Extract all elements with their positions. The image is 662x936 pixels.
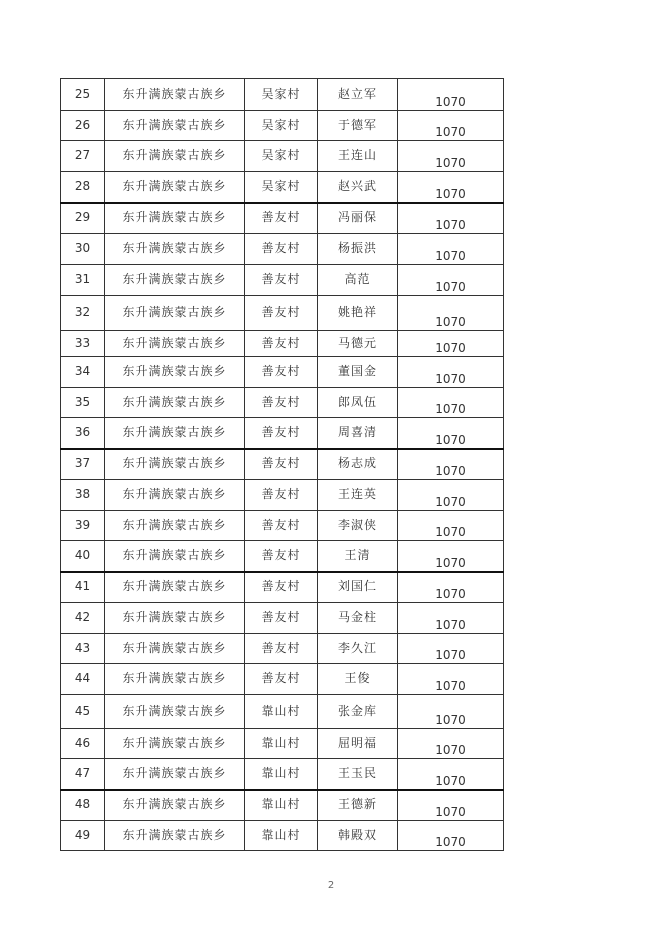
cell-no: 41 <box>61 572 105 603</box>
table-row <box>61 141 504 172</box>
cell-name: 王俊 <box>318 664 398 695</box>
table-row <box>61 79 504 111</box>
cell-village: 善友村 <box>245 388 318 418</box>
cell-name: 赵立军 <box>318 79 398 111</box>
cell-no: 25 <box>61 79 105 111</box>
cell-village: 善友村 <box>245 331 318 357</box>
cell-amount: 1070 <box>398 603 504 634</box>
cell-amount: 1070 <box>398 172 504 203</box>
cell-town: 东升满族蒙古族乡 <box>105 203 245 234</box>
table-row <box>61 388 504 418</box>
cell-no: 29 <box>61 203 105 234</box>
cell-no: 48 <box>61 790 105 821</box>
cell-village: 靠山村 <box>245 821 318 851</box>
cell-village: 善友村 <box>245 234 318 265</box>
subsidy-table <box>60 78 504 851</box>
cell-no: 45 <box>61 695 105 729</box>
cell-village: 善友村 <box>245 357 318 388</box>
cell-town: 东升满族蒙古族乡 <box>105 664 245 695</box>
cell-name: 王连英 <box>318 480 398 511</box>
cell-no: 47 <box>61 759 105 790</box>
cell-amount: 1070 <box>398 388 504 418</box>
cell-name: 姚艳祥 <box>318 296 398 331</box>
cell-village: 善友村 <box>245 480 318 511</box>
cell-town: 东升满族蒙古族乡 <box>105 449 245 480</box>
cell-no: 42 <box>61 603 105 634</box>
cell-town: 东升满族蒙古族乡 <box>105 729 245 759</box>
cell-no: 35 <box>61 388 105 418</box>
cell-amount: 1070 <box>398 790 504 821</box>
cell-no: 43 <box>61 634 105 664</box>
cell-no: 32 <box>61 296 105 331</box>
cell-amount: 1070 <box>398 480 504 511</box>
cell-no: 38 <box>61 480 105 511</box>
cell-amount: 1070 <box>398 331 504 357</box>
cell-town: 东升满族蒙古族乡 <box>105 634 245 664</box>
table-row <box>61 296 504 331</box>
cell-no: 44 <box>61 664 105 695</box>
cell-no: 31 <box>61 265 105 296</box>
cell-village: 善友村 <box>245 203 318 234</box>
cell-name: 王连山 <box>318 141 398 172</box>
cell-name: 刘国仁 <box>318 572 398 603</box>
cell-amount: 1070 <box>398 449 504 480</box>
cell-town: 东升满族蒙古族乡 <box>105 418 245 449</box>
table-row <box>61 541 504 572</box>
cell-amount: 1070 <box>398 265 504 296</box>
cell-amount: 1070 <box>398 634 504 664</box>
cell-name: 王清 <box>318 541 398 572</box>
cell-no: 36 <box>61 418 105 449</box>
cell-name: 赵兴武 <box>318 172 398 203</box>
cell-amount: 1070 <box>398 203 504 234</box>
cell-village: 善友村 <box>245 572 318 603</box>
cell-no: 28 <box>61 172 105 203</box>
table-row <box>61 759 504 790</box>
cell-amount: 1070 <box>398 79 504 111</box>
cell-village: 善友村 <box>245 664 318 695</box>
cell-name: 冯丽保 <box>318 203 398 234</box>
cell-name: 董国金 <box>318 357 398 388</box>
cell-amount: 1070 <box>398 234 504 265</box>
cell-no: 30 <box>61 234 105 265</box>
cell-town: 东升满族蒙古族乡 <box>105 234 245 265</box>
cell-no: 33 <box>61 331 105 357</box>
table-row <box>61 203 504 234</box>
cell-town: 东升满族蒙古族乡 <box>105 111 245 141</box>
table-row <box>61 111 504 141</box>
cell-town: 东升满族蒙古族乡 <box>105 821 245 851</box>
cell-village: 靠山村 <box>245 729 318 759</box>
cell-amount: 1070 <box>398 418 504 449</box>
cell-name: 李淑侠 <box>318 511 398 541</box>
cell-amount: 1070 <box>398 357 504 388</box>
cell-town: 东升满族蒙古族乡 <box>105 79 245 111</box>
cell-village: 善友村 <box>245 541 318 572</box>
cell-town: 东升满族蒙古族乡 <box>105 603 245 634</box>
cell-town: 东升满族蒙古族乡 <box>105 541 245 572</box>
cell-name: 于德军 <box>318 111 398 141</box>
cell-village: 善友村 <box>245 511 318 541</box>
table-row <box>61 790 504 821</box>
cell-amount: 1070 <box>398 729 504 759</box>
cell-name: 马德元 <box>318 331 398 357</box>
cell-name: 杨振洪 <box>318 234 398 265</box>
cell-name: 郎凤伍 <box>318 388 398 418</box>
cell-no: 40 <box>61 541 105 572</box>
cell-no: 49 <box>61 821 105 851</box>
cell-town: 东升满族蒙古族乡 <box>105 331 245 357</box>
cell-amount: 1070 <box>398 572 504 603</box>
cell-village: 靠山村 <box>245 695 318 729</box>
cell-name: 屈明福 <box>318 729 398 759</box>
table-row <box>61 449 504 480</box>
cell-village: 善友村 <box>245 634 318 664</box>
cell-amount: 1070 <box>398 821 504 851</box>
cell-name: 王玉民 <box>318 759 398 790</box>
cell-amount: 1070 <box>398 511 504 541</box>
cell-amount: 1070 <box>398 759 504 790</box>
cell-town: 东升满族蒙古族乡 <box>105 480 245 511</box>
cell-no: 39 <box>61 511 105 541</box>
cell-no: 37 <box>61 449 105 480</box>
cell-town: 东升满族蒙古族乡 <box>105 572 245 603</box>
cell-village: 善友村 <box>245 449 318 480</box>
cell-no: 34 <box>61 357 105 388</box>
cell-name: 王德新 <box>318 790 398 821</box>
cell-town: 东升满族蒙古族乡 <box>105 172 245 203</box>
cell-name: 李久江 <box>318 634 398 664</box>
page-number: 2 <box>327 880 335 891</box>
table-row <box>61 418 504 449</box>
table-body <box>61 79 504 851</box>
table-row <box>61 634 504 664</box>
cell-amount: 1070 <box>398 695 504 729</box>
cell-town: 东升满族蒙古族乡 <box>105 388 245 418</box>
cell-town: 东升满族蒙古族乡 <box>105 759 245 790</box>
cell-town: 东升满族蒙古族乡 <box>105 790 245 821</box>
cell-village: 善友村 <box>245 603 318 634</box>
cell-village: 吴家村 <box>245 172 318 203</box>
cell-town: 东升满族蒙古族乡 <box>105 695 245 729</box>
cell-amount: 1070 <box>398 541 504 572</box>
cell-town: 东升满族蒙古族乡 <box>105 296 245 331</box>
table-row <box>61 572 504 603</box>
table-row <box>61 172 504 203</box>
cell-town: 东升满族蒙古族乡 <box>105 265 245 296</box>
cell-village: 靠山村 <box>245 790 318 821</box>
table-row <box>61 480 504 511</box>
cell-village: 吴家村 <box>245 79 318 111</box>
cell-no: 26 <box>61 111 105 141</box>
table-row <box>61 821 504 851</box>
cell-name: 高范 <box>318 265 398 296</box>
cell-amount: 1070 <box>398 141 504 172</box>
cell-no: 27 <box>61 141 105 172</box>
cell-village: 吴家村 <box>245 111 318 141</box>
cell-town: 东升满族蒙古族乡 <box>105 357 245 388</box>
cell-no: 46 <box>61 729 105 759</box>
cell-village: 吴家村 <box>245 141 318 172</box>
table-row <box>61 603 504 634</box>
cell-name: 韩殿双 <box>318 821 398 851</box>
table-row <box>61 331 504 357</box>
cell-name: 马金柱 <box>318 603 398 634</box>
cell-name: 杨志成 <box>318 449 398 480</box>
cell-village: 善友村 <box>245 265 318 296</box>
cell-amount: 1070 <box>398 111 504 141</box>
cell-village: 靠山村 <box>245 759 318 790</box>
cell-village: 善友村 <box>245 296 318 331</box>
table-row <box>61 357 504 388</box>
cell-town: 东升满族蒙古族乡 <box>105 141 245 172</box>
table-row <box>61 695 504 729</box>
cell-village: 善友村 <box>245 418 318 449</box>
cell-amount: 1070 <box>398 296 504 331</box>
table-row <box>61 664 504 695</box>
cell-name: 张金库 <box>318 695 398 729</box>
table-row <box>61 234 504 265</box>
cell-amount: 1070 <box>398 664 504 695</box>
table-row <box>61 265 504 296</box>
table-row <box>61 729 504 759</box>
cell-town: 东升满族蒙古族乡 <box>105 511 245 541</box>
table-row <box>61 511 504 541</box>
cell-name: 周喜清 <box>318 418 398 449</box>
